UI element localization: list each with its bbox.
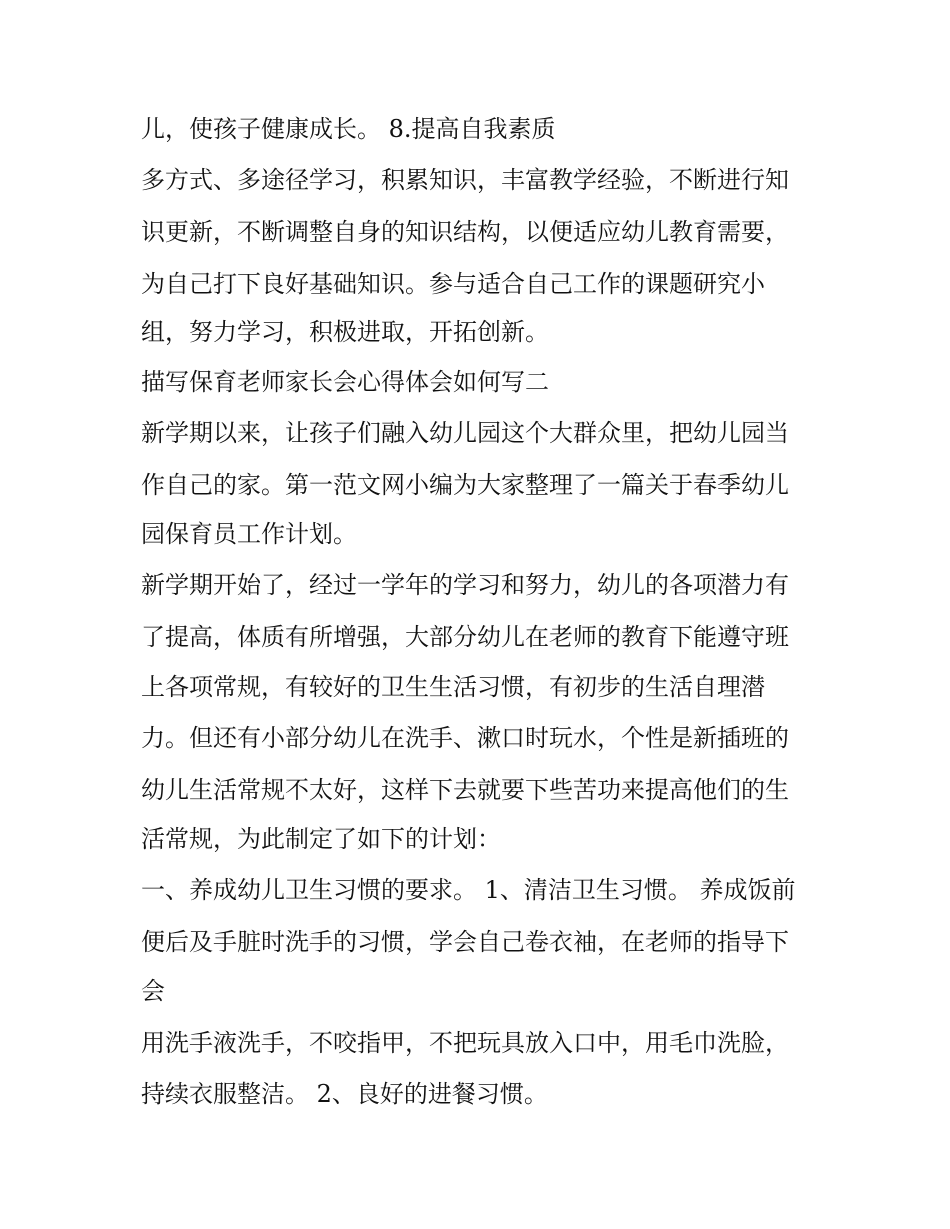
- text-line: 识更新，不断调整自身的知识结构，以便适应幼儿教育需要，: [141, 218, 789, 246]
- text-line: 幼儿生活常规不太好，这样下去就要下些苦功来提高他们的生: [141, 776, 789, 804]
- text-line: 园保育员工作计划。: [141, 520, 357, 548]
- text-line: 一、养成幼儿卫生习惯的要求。 1、清洁卫生习惯。 养成饭前: [141, 876, 796, 904]
- text-line: 用洗手液洗手，不咬指甲，不把玩具放入口中，用毛巾洗脸，: [141, 1029, 789, 1057]
- text-line: 力。但还有小部分幼儿在洗手、漱口时玩水，个性是新插班的: [141, 724, 789, 752]
- text-line: 新学期以来，让孩子们融入幼儿园这个大群众里，把幼儿园当: [141, 419, 789, 447]
- text-line: 新学期开始了，经过一学年的学习和努力，幼儿的各项潜力有: [141, 571, 789, 599]
- text-line: 为自己打下良好基础知识。参与适合自己工作的课题研究小: [141, 270, 765, 298]
- text-line: 了提高，体质有所增强，大部分幼儿在老师的教育下能遵守班: [141, 623, 789, 651]
- text-line: 会: [141, 977, 165, 1005]
- text-line: 持续衣服整洁。 2、良好的进餐习惯。: [141, 1080, 548, 1108]
- text-line: 多方式、多途径学习，积累知识，丰富教学经验，不断进行知: [141, 166, 789, 194]
- text-line: 组，努力学习，积极进取，开拓创新。: [141, 318, 549, 346]
- text-line: 上各项常规，有较好的卫生生活习惯，有初步的生活自理潜: [141, 673, 765, 701]
- text-line: 儿，使孩子健康成长。 8.提高自我素质: [141, 115, 556, 143]
- text-line: 活常规，为此制定了如下的计划：: [141, 825, 501, 853]
- text-line: 作自己的家。第一范文网小编为大家整理了一篇关于春季幼儿: [141, 471, 789, 499]
- text-line: 便后及手脏时洗手的习惯，学会自己卷衣袖，在老师的指导下: [141, 928, 789, 956]
- section-heading: 描写保育老师家长会心得体会如何写二: [141, 368, 549, 396]
